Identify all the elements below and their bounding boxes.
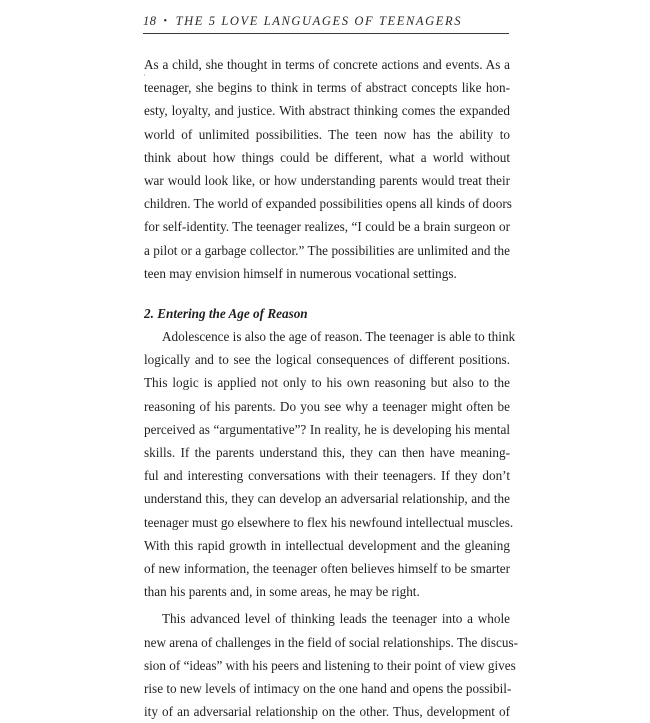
text-line: Adolescence is also the age of reason. The teenager is able to think bbox=[162, 329, 516, 345]
body-text bbox=[144, 36, 519, 723]
paragraph-2 bbox=[144, 325, 516, 603]
text-line: esty, loyalty, and justice. With abstract thinking comes the expanded bbox=[144, 103, 510, 119]
text-line: perceived as “argumentative”? In reality, he is developing his mental bbox=[144, 421, 510, 437]
top-spacer bbox=[144, 36, 510, 53]
text-line: teenager, she begins to think in terms of abstract concepts like hon- bbox=[144, 80, 510, 96]
text-line: This advanced level of thinking leads the teenager into a whole bbox=[162, 611, 510, 627]
text-line: With this rapid growth in intellectual development and the gleaning bbox=[144, 537, 510, 553]
text-line: for self-identity. The teenager realizes, “I could be a brain surgeon or bbox=[144, 219, 510, 235]
text-line: reasoning of his parents. Do you see why a teenager might often be bbox=[144, 398, 510, 414]
paragraph-1 bbox=[144, 53, 510, 285]
text-line: rise to new levels of intimacy on the one hand and opens the possibil- bbox=[144, 680, 512, 696]
text-line: children. The world of expanded possibilities opens all kinds of doors bbox=[144, 196, 512, 212]
running-header bbox=[143, 13, 503, 29]
header-separator: • bbox=[163, 15, 169, 27]
paragraph-3 bbox=[144, 607, 519, 723]
text-line: think about how things could be different, what a world without bbox=[144, 149, 510, 165]
text-line: As a child, she thought in terms of concrete actions and events. As a bbox=[144, 57, 510, 72]
text-line: of new information, the teenager often believes himself to be smarter bbox=[144, 560, 510, 576]
text-line: understand this, they can develop an adversarial relationship, and the bbox=[144, 491, 510, 507]
section-heading: 2. Entering the Age of Reason bbox=[144, 305, 308, 321]
text-line: teenager must go elsewhere to flex his newfound intellectual muscles. bbox=[144, 514, 514, 530]
text-line: war would look like, or how understanding parents would treat their bbox=[144, 172, 510, 188]
stray-mark: · bbox=[143, 70, 146, 80]
header-rule bbox=[143, 33, 509, 34]
page-number: 18 bbox=[143, 13, 157, 28]
text-line: This logic is applied not only to his own reasoning but also to the bbox=[144, 375, 510, 391]
section-spacer bbox=[144, 285, 510, 302]
text-line: teen may envision himself in numerous vocational settings. bbox=[144, 265, 457, 281]
text-line: world of unlimited possibilities. The teen now has the ability to bbox=[144, 126, 510, 142]
text-line: a pilot or a garbage collector.” The possibilities are unlimited and the bbox=[144, 242, 510, 258]
text-line: logically and to see the logical consequences of different positions. bbox=[144, 352, 510, 368]
text-line: new arena of challenges in the field of social relationships. The discus- bbox=[144, 634, 519, 650]
text-line: skills. If the parents understand this, they can then have meaning- bbox=[144, 445, 510, 460]
text-line: than his parents and, in some areas, he may be right. bbox=[144, 584, 420, 600]
text-line: ity of an adversarial relationship on the other. Thus, development of bbox=[144, 704, 510, 720]
book-title: THE 5 LOVE LANGUAGES OF TEENAGERS bbox=[175, 13, 463, 28]
text-line: ful and interesting conversations with their teenagers. If they don’t bbox=[144, 468, 510, 484]
text-line: sion of “ideas” with his peers and listening to their point of view gives bbox=[144, 657, 516, 673]
